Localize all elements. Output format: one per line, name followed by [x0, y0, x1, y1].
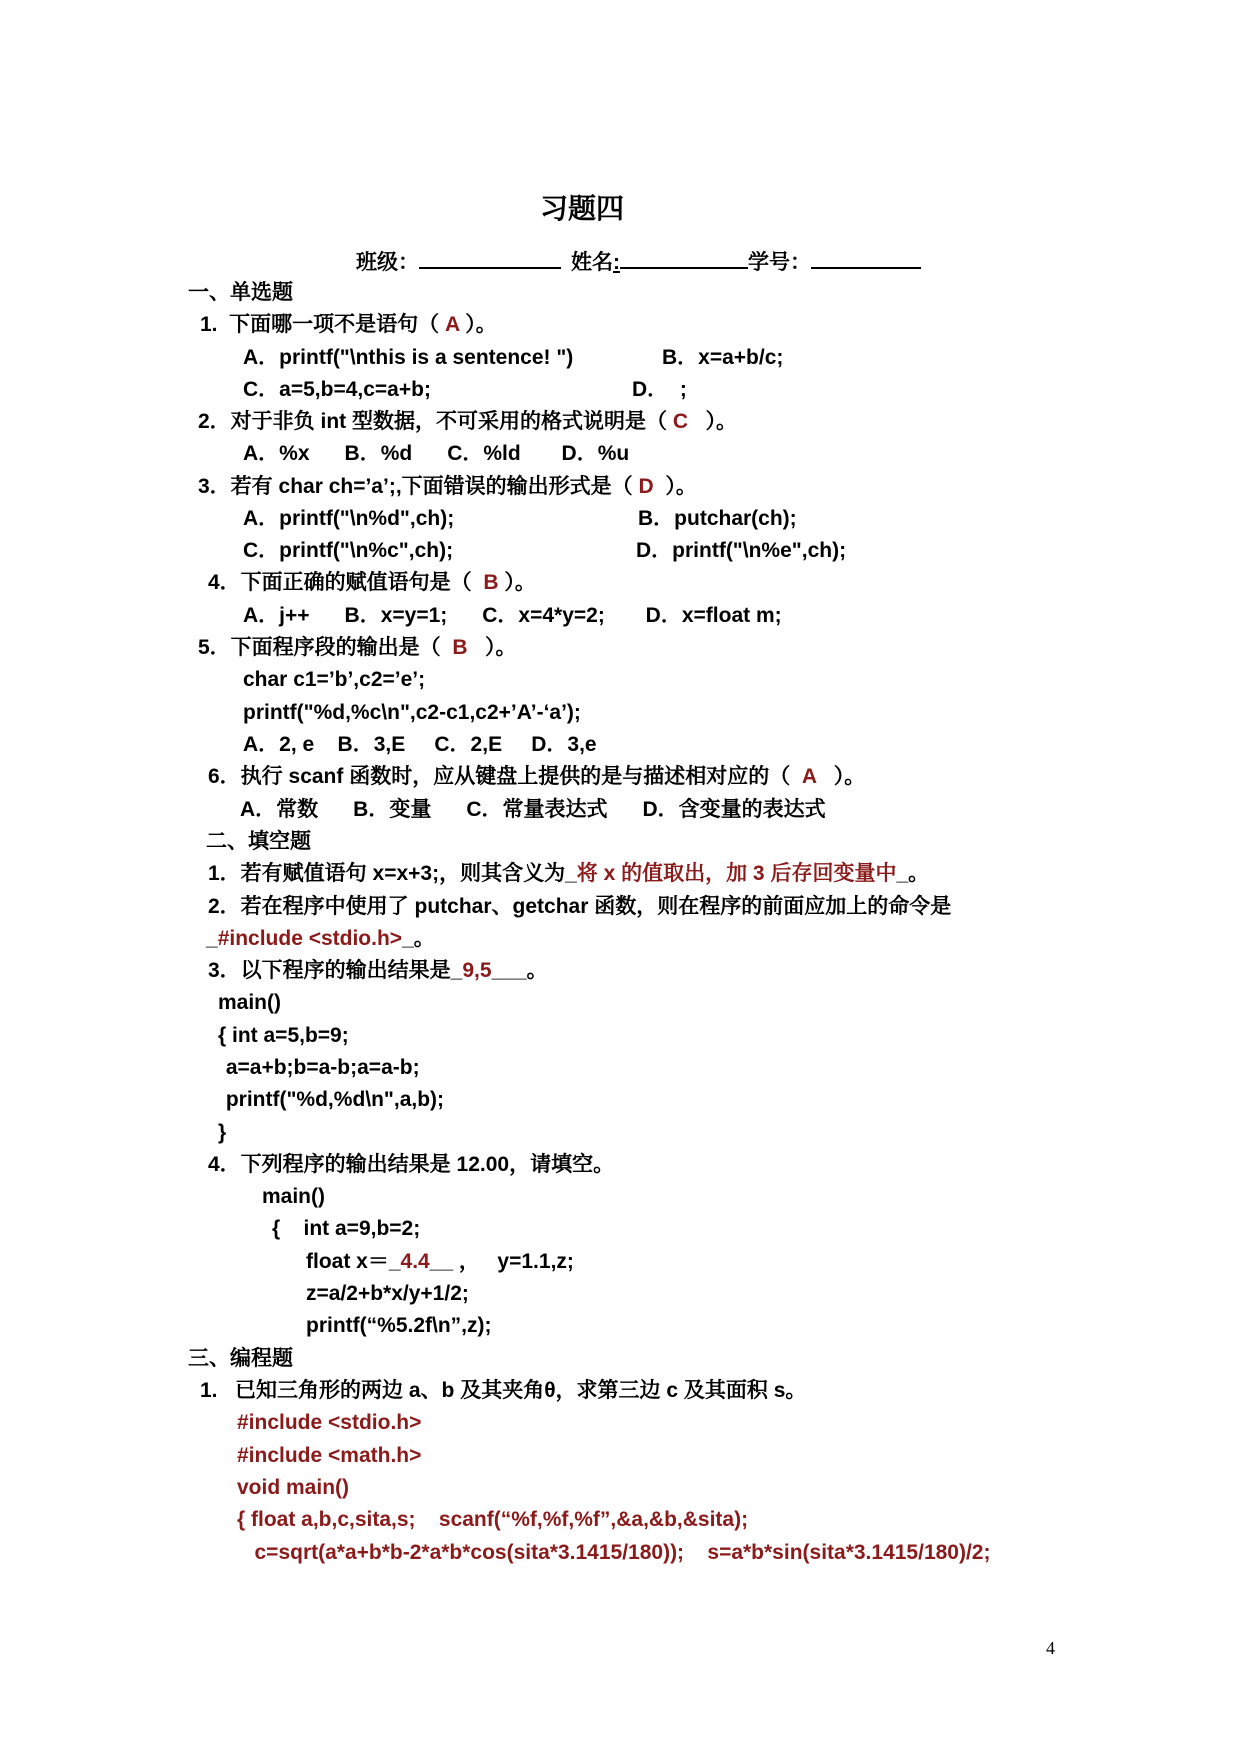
fill-q3-code: printf("%d,%d\n",a,b);: [220, 1088, 445, 1111]
fill-q2-answer: #include <stdio.h>: [217, 927, 403, 950]
fill-q4-code: { int a=9,b=2;: [272, 1217, 421, 1240]
q1-stem: 1. 下面哪一项不是语句（ A ）。: [200, 313, 497, 336]
class-blank: [419, 247, 561, 269]
prog-q1-code: void main(): [237, 1476, 350, 1499]
q5-answer: B: [452, 636, 468, 659]
fill-q4-code: printf(“%5.2f\n”,z);: [306, 1314, 492, 1337]
fill-q4-code: z=a/2+b*x/y+1/2;: [306, 1282, 469, 1305]
fill-q4-code: main(): [262, 1185, 325, 1208]
page-number: 4: [1046, 1638, 1055, 1658]
name-colon: :: [613, 251, 620, 274]
name-label: 姓名: [571, 251, 613, 274]
fill-q3-stem: 3．以下程序的输出结果是_9,5___。: [208, 959, 548, 982]
q5-code-line1: char c1=’b’,c2=’e’;: [243, 668, 426, 691]
q5-stem: 5．下面程序段的输出是（ B ）。: [198, 636, 517, 659]
q5-code-line2: printf("%d,%c\n",c2-c1,c2+’A’-‘a’);: [243, 701, 581, 724]
fill-q2-line2: _#include <stdio.h>_。: [206, 927, 435, 950]
q3-option-c: C．printf("\n%c",ch);: [243, 539, 454, 562]
q1-option-b: B．x=a+b/c;: [662, 346, 784, 369]
fill-q3-code: { int a=5,b=9;: [218, 1024, 349, 1047]
id-label: 学号：: [748, 251, 811, 274]
fill-q1-answer: 将 x 的值取出，加 3 后存回变量中: [576, 862, 897, 885]
q3-option-b: B．putchar(ch);: [638, 507, 797, 530]
fill-q4-answer: 4.4: [400, 1250, 430, 1273]
fill-q3-code: main(): [218, 991, 281, 1014]
q3-option-d: D．printf("\n%e",ch);: [636, 539, 847, 562]
fill-q1: 1．若有赋值语句 x=x+3;，则其含义为_将 x 的值取出，加 3 后存回变量中_。: [208, 862, 930, 885]
fill-q3-code: a=a+b;b=a-b;a=a-b;: [220, 1056, 420, 1079]
q1-option-a: A．printf("\nthis is a sentence! "): [243, 346, 574, 369]
prog-q1-code: #include <math.h>: [237, 1444, 422, 1467]
id-blank: [811, 247, 921, 269]
q6-stem: 6．执行 scanf 函数时，应从键盘上提供的是与描述相对应的（ A ）。: [208, 765, 866, 788]
prog-q1-code: c=sqrt(a*a+b*b-2*a*b*cos(sita*3.1415/180)); s=a*b*sin(sita*3.1415/180)/2;: [237, 1541, 991, 1564]
q1-option-d: D． ;: [632, 378, 687, 401]
prog-q1-code: { float a,b,c,sita,s; scanf(“%f,%f,%f”,&a,&b,&sita);: [237, 1508, 749, 1531]
name-blank: [620, 247, 748, 269]
fill-q3-answer: 9,5: [462, 959, 492, 982]
page-title: 习题四: [540, 193, 625, 224]
q4-answer: B: [483, 571, 499, 594]
section2-heading: 二、填空题: [206, 830, 311, 853]
fill-q4-code: float x＝_4.4__ ， y=1.1,z;: [306, 1250, 574, 1273]
q2-stem: 2．对于非负 int 型数据，不可采用的格式说明是（ C ）。: [198, 410, 738, 433]
prog-q1-stem: 1. 已知三角形的两边 a、b 及其夹角θ，求第三边 c 及其面积 s。: [200, 1379, 807, 1402]
section3-heading: 三、编程题: [188, 1347, 293, 1370]
q2-answer: C: [672, 410, 689, 433]
q6-answer: A: [801, 765, 817, 788]
class-label: 班级：: [356, 251, 419, 274]
q6-options: A．常数 B．变量 C．常量表达式 D．含变量的表达式: [240, 798, 826, 821]
q2-options: A．%x B．%d C．%ld D．%u: [243, 442, 630, 465]
q3-stem: 3．若有 char ch=’a’;,下面错误的输出形式是（ D ）。: [198, 475, 697, 498]
fill-q4-stem: 4．下列程序的输出结果是 12.00，请填空。: [208, 1153, 615, 1176]
q5-options: A．2, e B．3,E C．2,E D．3,e: [243, 733, 597, 756]
q3-option-a: A．printf("\n%d",ch);: [243, 507, 455, 530]
prog-q1-code: #include <stdio.h>: [237, 1411, 422, 1434]
fill-q2-line1: 2．若在程序中使用了 putchar、getchar 函数，则在程序的前面应加上的命令是: [208, 895, 952, 918]
q4-options: A．j++ B．x=y=1; C．x=4*y=2; D．x=float m;: [243, 604, 782, 627]
q1-option-c: C．a=5,b=4,c=a+b;: [243, 378, 431, 401]
q3-answer: D: [638, 475, 654, 498]
section1-heading: 一、单选题: [188, 281, 293, 304]
fill-q3-code: }: [218, 1121, 227, 1144]
q4-stem: 4．下面正确的赋值语句是（ B ）。: [208, 571, 536, 594]
q1-answer: A: [445, 313, 460, 336]
student-info-line: [356, 247, 921, 273]
